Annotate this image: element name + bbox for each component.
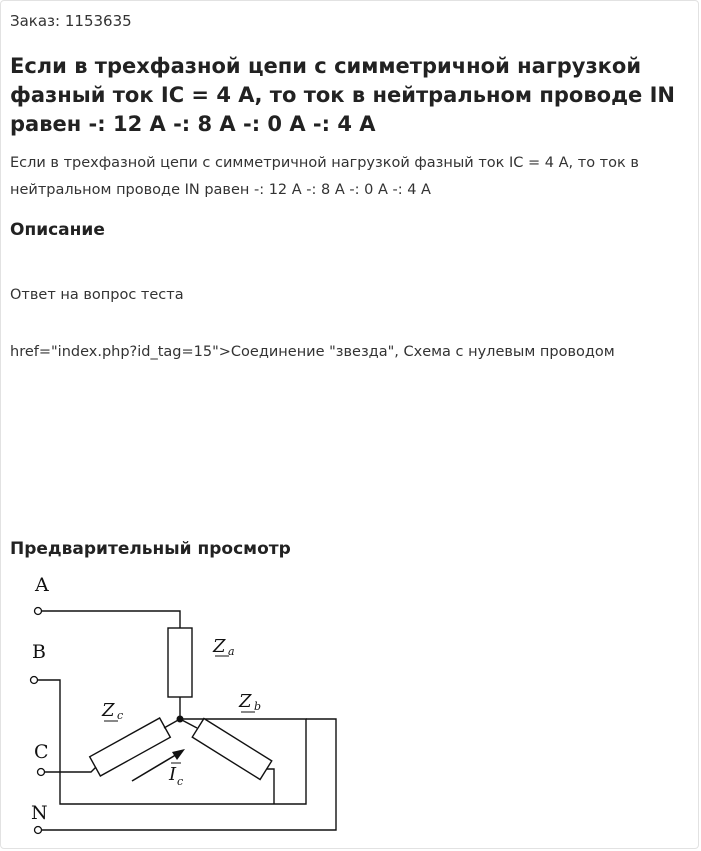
- circuit-diagram: [1, 561, 361, 846]
- svg-text:I: I: [169, 764, 177, 785]
- svg-text:Z: Z: [102, 700, 115, 721]
- resistor-zb: [192, 718, 272, 779]
- label-za: [212, 636, 235, 658]
- order-number: Заказ: 1153635: [10, 12, 132, 30]
- label-c: C: [34, 741, 49, 763]
- label-ic: [168, 763, 183, 788]
- svg-text:Z: Z: [213, 636, 226, 657]
- terminal-b: [31, 677, 38, 684]
- description-heading: Описание: [10, 220, 105, 240]
- page-title: Если в трехфазной цепи с симметричной нагрузкой фазный ток IC = 4 А, то ток в нейтральном проводе IN равен -: 12 А -: 8 А -: 0 А -: 4 А: [10, 54, 675, 136]
- terminal-a: [35, 608, 42, 615]
- label-b: B: [32, 641, 46, 663]
- wire-a: [42, 611, 180, 628]
- label-a: A: [35, 574, 49, 596]
- label-zb: [238, 691, 261, 713]
- terminal-n: [35, 827, 42, 834]
- svg-text:c: c: [117, 709, 124, 722]
- svg-text:a: a: [228, 645, 235, 658]
- resistor-za: [168, 628, 192, 697]
- label-zc: [101, 700, 123, 722]
- link-text: href="index.php?id_tag=15">Соединение "звезда", Схема с нулевым проводом: [10, 344, 615, 360]
- preview-heading: Предварительный просмотр: [10, 539, 291, 559]
- summary-text: Если в трехфазной цепи с симметричной нагрузкой фазный ток IC = 4 А, то ток в нейтральном проводе IN равен -: 12 А -: 8 А -: 0 А -: 4 А: [10, 155, 639, 198]
- svg-text:b: b: [254, 700, 262, 713]
- resistor-zc: [90, 718, 171, 776]
- wire-c: [45, 767, 96, 772]
- wire-b: [38, 680, 306, 804]
- svg-text:Z: Z: [239, 691, 252, 712]
- wire-n: [42, 719, 336, 830]
- current-arrowhead: [172, 749, 185, 760]
- terminal-c: [38, 769, 45, 776]
- wire-zb-neutral: [267, 769, 274, 804]
- answer-text: Ответ на вопрос теста: [10, 287, 184, 303]
- label-n: N: [31, 802, 48, 824]
- svg-text:c: c: [177, 775, 184, 788]
